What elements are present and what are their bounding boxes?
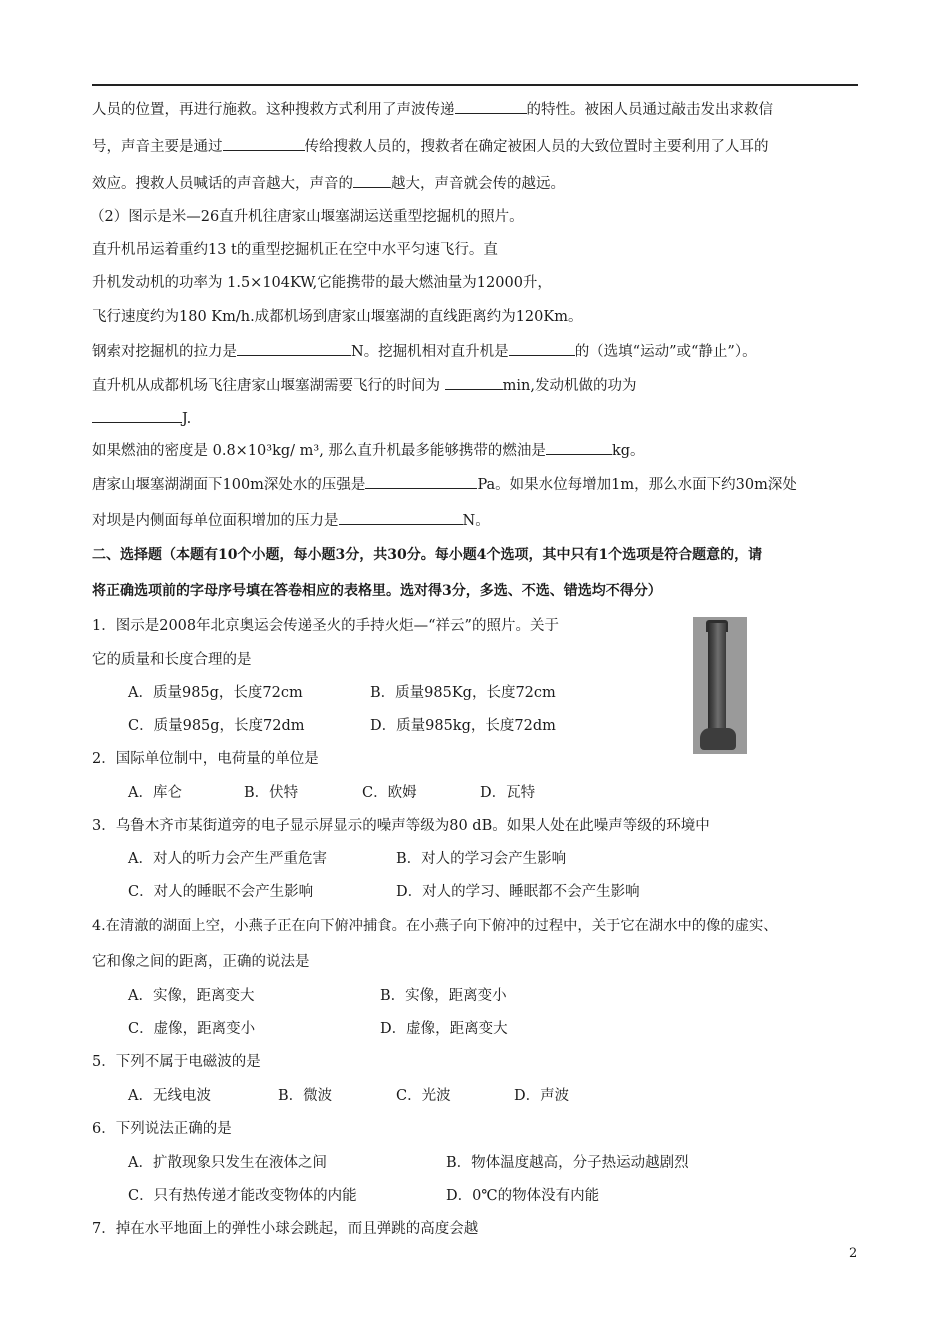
- option-1d: D．质量985kg，长度72dm: [370, 718, 556, 734]
- question-1: 1．图示是2008年北京奥运会传递圣火的手持火炬—“祥云”的照片。关于: [92, 618, 559, 634]
- option-1b: B．质量985Kg，长度72cm: [370, 685, 556, 701]
- text-line: 唐家山堰塞湖湖面下100m深处水的压强是 Pa。如果水位每增加1m，那么水面下约30m深处: [92, 474, 797, 495]
- section-heading: 二、选择题（本题有10个小题，每小题3分，共30分。每小题4个选项，其中只有1个选项是符合题意的，请: [92, 547, 763, 563]
- answer-blank[interactable]: [92, 408, 182, 423]
- option-6c: C．只有热传递才能改变物体的内能: [128, 1188, 357, 1204]
- text-line: 直升机吊运着重约13 t的重型挖掘机正在空中水平匀速飞行。直: [92, 242, 498, 258]
- page-number: 2: [849, 1246, 858, 1261]
- answer-blank[interactable]: [445, 375, 503, 390]
- option-4b: B．实像，距离变小: [380, 988, 507, 1004]
- answer-blank[interactable]: [353, 173, 391, 188]
- answer-blank[interactable]: [339, 510, 463, 525]
- option-5c: C．光波: [396, 1088, 451, 1104]
- option-4c: C．虚像，距离变小: [128, 1021, 256, 1037]
- option-2a: A．库仑: [128, 785, 182, 801]
- question-7: 7．掉在水平地面上的弹性小球会跳起，而且弹跳的高度会越: [92, 1221, 479, 1237]
- answer-blank[interactable]: [365, 474, 477, 489]
- text-line: 对坝是内侧面每单位面积增加的压力是 N。: [92, 510, 490, 531]
- option-3b: B．对人的学习会产生影响: [396, 851, 567, 867]
- answer-blank[interactable]: [455, 99, 527, 114]
- option-4d: D．虚像，距离变大: [380, 1021, 508, 1037]
- question-2: 2．国际单位制中，电荷量的单位是: [92, 751, 319, 767]
- option-3d: D．对人的学习、睡眠都不会产生影响: [396, 884, 640, 900]
- text-line: 号，声音主要是通过 传给搜救人员的，搜救者在确定被困人员的大致位置时主要利用了人耳的: [92, 136, 769, 157]
- question-6: 6．下列说法正确的是: [92, 1121, 232, 1137]
- torch-icon: [708, 623, 726, 735]
- question-4: 4.在清澈的湖面上空，小燕子正在向下俯冲捕食。在小燕子向下俯冲的过程中，关于它在湖水中的像的虚实、: [92, 918, 778, 934]
- text-line: J.: [92, 408, 191, 429]
- text-line: （2）图示是米—26直升机往唐家山堰塞湖运送重型挖掘机的照片。: [90, 209, 524, 225]
- section-heading: 将正确选项前的字母序号填在答卷相应的表格里。选对得3分，多选、不选、错选均不得分）: [92, 583, 662, 599]
- question-4-cont: 它和像之间的距离，正确的说法是: [92, 954, 310, 970]
- option-2d: D．瓦特: [480, 785, 536, 801]
- hand-icon: [700, 728, 736, 750]
- option-6a: A．扩散现象只发生在液体之间: [128, 1155, 327, 1171]
- option-5d: D．声波: [514, 1088, 570, 1104]
- header-rule: [92, 84, 858, 86]
- answer-blank[interactable]: [546, 440, 612, 455]
- answer-blank[interactable]: [237, 341, 351, 356]
- option-4a: A．实像，距离变大: [128, 988, 255, 1004]
- option-5a: A．无线电波: [128, 1088, 211, 1104]
- answer-blank[interactable]: [509, 341, 575, 356]
- text-line: 如果燃油的密度是 0.8×10³kg/ m³, 那么直升机最多能够携带的燃油是 kg。: [92, 440, 645, 461]
- option-3a: A．对人的听力会产生严重危害: [128, 851, 327, 867]
- option-3c: C．对人的睡眠不会产生影响: [128, 884, 314, 900]
- option-6d: D．0℃的物体没有内能: [446, 1188, 600, 1204]
- text-line: 效应。搜救人员喊话的声音越大，声音的 越大，声音就会传的越远。: [92, 173, 565, 194]
- option-1c: C．质量985g，长度72dm: [128, 718, 305, 734]
- option-2b: B．伏特: [244, 785, 299, 801]
- answer-blank[interactable]: [223, 136, 305, 151]
- text-line: 升机发动机的功率为 1.5×104KW,它能携带的最大燃油量为12000升，: [92, 275, 552, 291]
- text-line: 飞行速度约为180 Km/h.成都机场到唐家山堰塞湖的直线距离约为120Km。: [92, 309, 583, 325]
- text-line: 人员的位置，再进行施救。这种搜救方式利用了声波传递 的特性。被困人员通过敲击发出求救信: [92, 99, 773, 120]
- text-line: 直升机从成都机场飞往唐家山堰塞湖需要飞行的时间为 min,发动机做的功为: [92, 375, 636, 396]
- option-2c: C．欧姆: [362, 785, 417, 801]
- question-5: 5．下列不属于电磁波的是: [92, 1054, 261, 1070]
- option-1a: A．质量985g，长度72cm: [128, 685, 303, 701]
- option-5b: B．微波: [278, 1088, 333, 1104]
- question-3: 3．乌鲁木齐市某街道旁的电子显示屏显示的噪声等级为80 dB。如果人处在此噪声等级的环境中: [92, 818, 710, 834]
- option-6b: B．物体温度越高，分子热运动越剧烈: [446, 1155, 689, 1171]
- question-1-cont: 它的质量和长度合理的是: [92, 652, 252, 668]
- text-line: 钢索对挖掘机的拉力是 N。挖掘机相对直升机是 的（选填“运动”或“静止”）。: [92, 341, 757, 362]
